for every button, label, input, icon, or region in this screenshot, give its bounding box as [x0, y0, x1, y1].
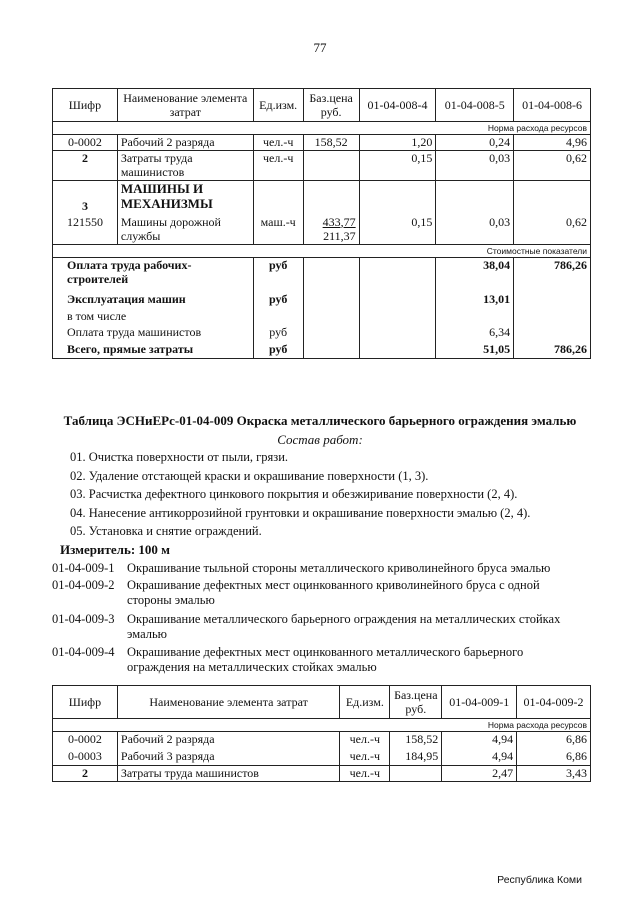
row-value-1: 4,94	[442, 749, 517, 766]
table-header-row	[53, 686, 591, 719]
cost-name: Оплата труда машинистов	[53, 325, 254, 342]
header-price: Баз.цена руб.	[390, 686, 442, 719]
header-col-2: 01-04-008-5	[436, 89, 514, 122]
empty-cell	[436, 181, 514, 213]
resource-table-1	[52, 88, 591, 359]
item-description: Окрашивание дефектных мест оцинкованного криволинейного бруса с одной стороны эмалью	[127, 578, 540, 607]
header-col-3: 01-04-008-6	[514, 89, 591, 122]
empty-cell	[303, 292, 359, 309]
cost-row	[53, 258, 591, 292]
cost-value-3	[514, 309, 591, 325]
cost-name: Эксплуатация машин	[53, 292, 254, 309]
row-unit: маш.-ч	[253, 213, 303, 245]
row-price-2: 211,37	[323, 228, 356, 243]
table-row	[53, 732, 591, 749]
group-row	[53, 181, 591, 213]
empty-cell	[514, 181, 591, 213]
row-price: 158,52	[303, 135, 359, 151]
empty-cell	[359, 258, 436, 292]
header-col-2: 01-04-009-2	[517, 686, 591, 719]
norm-label-row	[53, 719, 591, 732]
empty-cell	[253, 181, 303, 213]
cost-row	[53, 342, 591, 359]
operation-item: 05. Установка и снятие ограждений.	[70, 524, 262, 538]
cost-unit: руб	[253, 258, 303, 292]
row-name: Затраты труда машинистов	[117, 766, 339, 782]
row-value-2: 6,86	[517, 749, 591, 766]
item-description: Окрашивание тыльной стороны металлического криволинейного бруса эмалью	[127, 561, 551, 575]
row-name: Рабочий 3 разряда	[117, 749, 339, 766]
table-row	[53, 151, 591, 181]
row-name: Затраты труда машинистов	[117, 151, 253, 181]
row-code: 121550	[53, 213, 118, 245]
cost-value-2: 13,01	[436, 292, 514, 309]
header-unit: Ед.изм.	[340, 686, 390, 719]
row-value-3: 4,96	[514, 135, 591, 151]
row-code: 0-0002	[53, 135, 118, 151]
cost-value-3	[514, 325, 591, 342]
empty-cell	[359, 181, 436, 213]
row-code: 2	[53, 151, 118, 181]
row-value-2: 6,86	[517, 732, 591, 749]
item-code: 01-04-009-4	[52, 645, 115, 659]
page-number: 77	[313, 40, 327, 55]
table-row	[53, 766, 591, 782]
row-price: 184,95	[390, 749, 442, 766]
header-code: Шифр	[53, 686, 118, 719]
operation-item: 03. Расчистка дефектного цинкового покрытия и обезжиривание поверхности (2, 4).	[70, 487, 518, 501]
section-subtitle: Состав работ:	[277, 432, 363, 447]
cost-name: в том числе	[53, 309, 254, 325]
table-row	[53, 135, 591, 151]
cost-value-2	[436, 309, 514, 325]
cost-unit: руб	[253, 325, 303, 342]
resource-table-2	[52, 685, 591, 782]
header-name: Наименование элемента затрат	[117, 89, 253, 122]
cost-row	[53, 292, 591, 309]
norm-label: Норма расхода ресурсов	[53, 719, 591, 732]
header-unit: Ед.изм.	[253, 89, 303, 122]
row-unit: чел.-ч	[253, 151, 303, 181]
operation-item: 01. Очистка поверхности от пыли, грязи.	[70, 450, 289, 464]
row-price	[303, 151, 359, 181]
row-value-1: 0,15	[359, 151, 436, 181]
group-name: МАШИНЫ И МЕХАНИЗМЫ	[117, 181, 253, 213]
row-price: 433,77	[322, 214, 356, 229]
cost-value-3	[514, 292, 591, 309]
empty-cell	[303, 342, 359, 359]
section-title: Таблица ЭСНиЕРс-01-04-009 Окраска металлического барьерного ограждения эмалью	[63, 413, 577, 428]
row-value-1: 2,47	[442, 766, 517, 782]
table-header-row	[53, 89, 591, 122]
cost-value-2: 51,05	[436, 342, 514, 359]
empty-cell	[359, 309, 436, 325]
header-code: Шифр	[53, 89, 118, 122]
row-unit: чел.-ч	[340, 732, 390, 749]
empty-cell	[303, 309, 359, 325]
row-value-1: 0,15	[359, 213, 436, 245]
cost-unit	[253, 309, 303, 325]
row-value-3: 0,62	[514, 151, 591, 181]
footer-region: Республика Коми	[497, 874, 582, 886]
item-code: 01-04-009-1	[52, 561, 115, 575]
row-value-1: 4,94	[442, 732, 517, 749]
row-value-2: 0,03	[436, 151, 514, 181]
operation-item: 02. Удаление отстающей краски и окрашивание поверхности (1, 3).	[70, 469, 429, 483]
row-name: Рабочий 2 разряда	[117, 135, 253, 151]
cost-value-3: 786,26	[514, 258, 591, 292]
header-col-1: 01-04-009-1	[442, 686, 517, 719]
operation-item: 04. Нанесение антикоррозийной грунтовки и окрашивание поверхности эмалью (2, 4).	[70, 506, 531, 520]
cost-row	[53, 309, 591, 325]
item-description: Окрашивание металлического барьерного ограждения на металлических стойках эмалью	[127, 612, 561, 641]
empty-cell	[359, 342, 436, 359]
empty-cell	[359, 325, 436, 342]
row-price: 158,52	[390, 732, 442, 749]
empty-cell	[303, 181, 359, 213]
row-price	[390, 766, 442, 782]
table-row	[53, 749, 591, 766]
empty-cell	[303, 325, 359, 342]
norm-label-row	[53, 122, 591, 135]
cost-value-3: 786,26	[514, 342, 591, 359]
table-row	[53, 213, 591, 245]
item-code: 01-04-009-2	[52, 578, 115, 592]
row-value-2: 0,24	[436, 135, 514, 151]
cost-label-row	[53, 245, 591, 258]
item-description: Окрашивание дефектных мест оцинкованного металлического барьерного ограждения на металлических стойках эмалью	[127, 645, 524, 674]
cost-row	[53, 325, 591, 342]
row-unit: чел.-ч	[340, 749, 390, 766]
row-code: 0-0003	[53, 749, 118, 766]
empty-cell	[303, 258, 359, 292]
row-value-2: 3,43	[517, 766, 591, 782]
row-code: 0-0002	[53, 732, 118, 749]
row-name: Машины дорожной службы	[117, 213, 253, 245]
cost-name: Всего, прямые затраты	[53, 342, 254, 359]
cost-unit: руб	[253, 342, 303, 359]
row-unit: чел.-ч	[340, 766, 390, 782]
row-value-1: 1,20	[359, 135, 436, 151]
cost-value-2: 6,34	[436, 325, 514, 342]
cost-name: Оплата труда рабочих-строителей	[53, 258, 254, 292]
row-value-3: 0,62	[514, 213, 591, 245]
row-name: Рабочий 2 разряда	[117, 732, 339, 749]
row-value-2: 0,03	[436, 213, 514, 245]
row-code: 2	[53, 766, 118, 782]
header-col-1: 01-04-008-4	[359, 89, 436, 122]
header-price: Баз.цена руб.	[303, 89, 359, 122]
norm-label: Норма расхода ресурсов	[53, 122, 591, 135]
empty-cell	[359, 292, 436, 309]
cost-value-2: 38,04	[436, 258, 514, 292]
row-unit: чел.-ч	[253, 135, 303, 151]
header-name: Наименование элемента затрат	[117, 686, 339, 719]
cost-unit: руб	[253, 292, 303, 309]
meter-label: Измеритель: 100 м	[60, 542, 171, 557]
cost-label: Стоимостные показатели	[53, 245, 591, 258]
row-price-cell	[303, 213, 359, 245]
row-code: 3	[53, 181, 118, 213]
item-code: 01-04-009-3	[52, 612, 115, 626]
